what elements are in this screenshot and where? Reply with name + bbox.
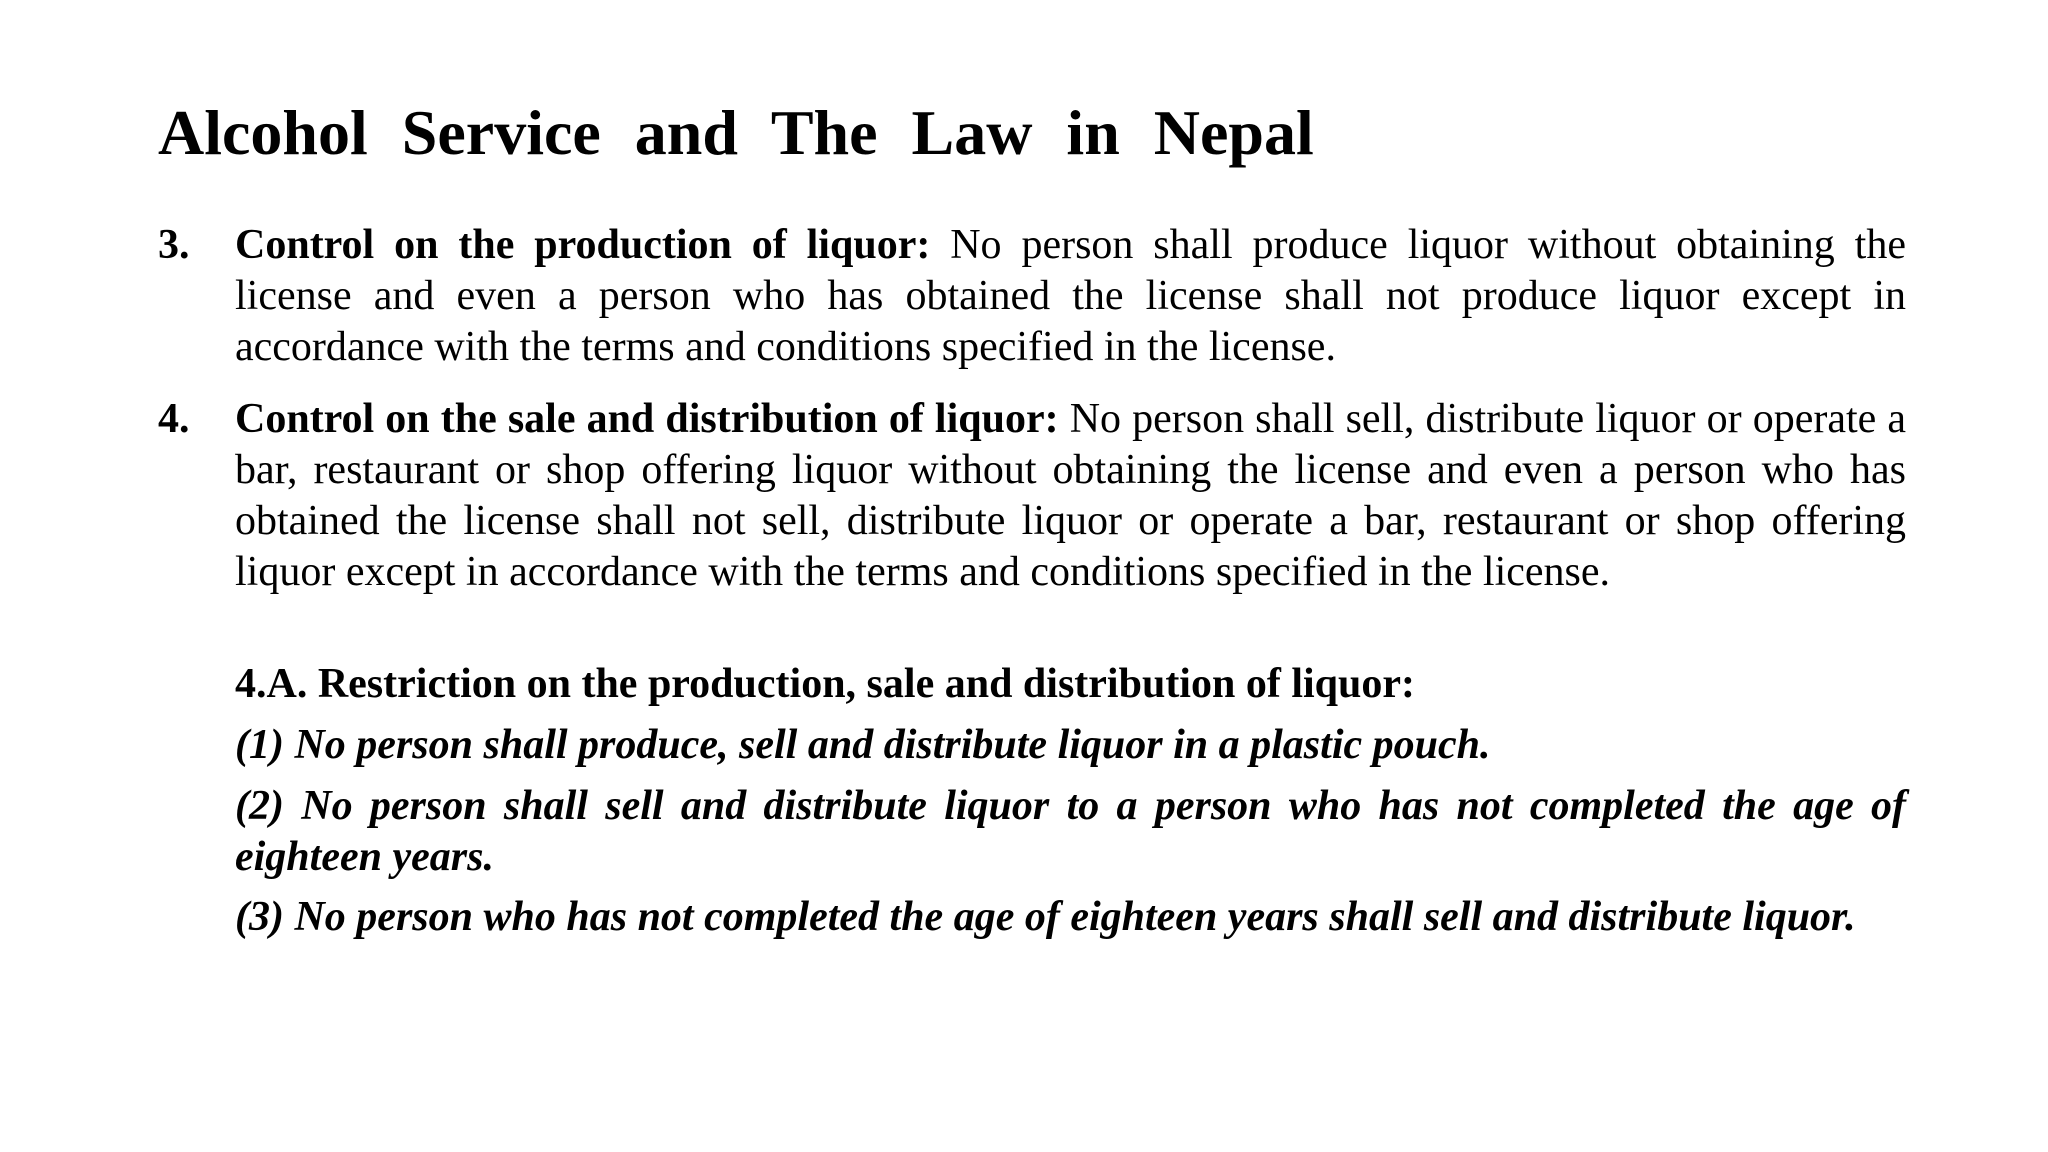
section-lead: Control on the production of liquor: [235,222,931,268]
subsection-heading: 4.A. Restriction on the production, sale and distribution of liquor: [235,661,1415,707]
section-text: No person shall produce liquor without obtaining the license and even a person who has obtained the license shall not produce liquor except in accordance with the terms and conditions specified in the license. [235,222,1906,370]
slide-title: Alcohol Service and The Law in Nepal [158,97,1314,168]
section-3 [158,220,1906,373]
section-body [235,394,1906,598]
section-number: 3. [158,222,190,268]
section-text: No person shall sell, distribute liquor or operate a bar, restaurant or shop offering liquor without obtaining the license and even a person who has obtained the license shall not sell, distribute liquor or operate a bar, restaurant or shop offering liquor except in accordance with the terms and conditions specified in the license. [235,396,1906,595]
section-body [235,220,1906,373]
clause-1: (1) No person shall produce, sell and distribute liquor in a plastic pouch. [235,722,1491,768]
section-lead: Control on the sale and distribution of liquor: [235,396,1059,442]
clause-2: (2) No person shall sell and distribute liquor to a person who has not completed the age of eighteen years. [235,783,1906,880]
clause-3: (3) No person who has not completed the age of eighteen years shall sell and distribute liquor. [235,894,1856,940]
section-number: 4. [158,396,190,442]
section-4 [158,394,1906,598]
